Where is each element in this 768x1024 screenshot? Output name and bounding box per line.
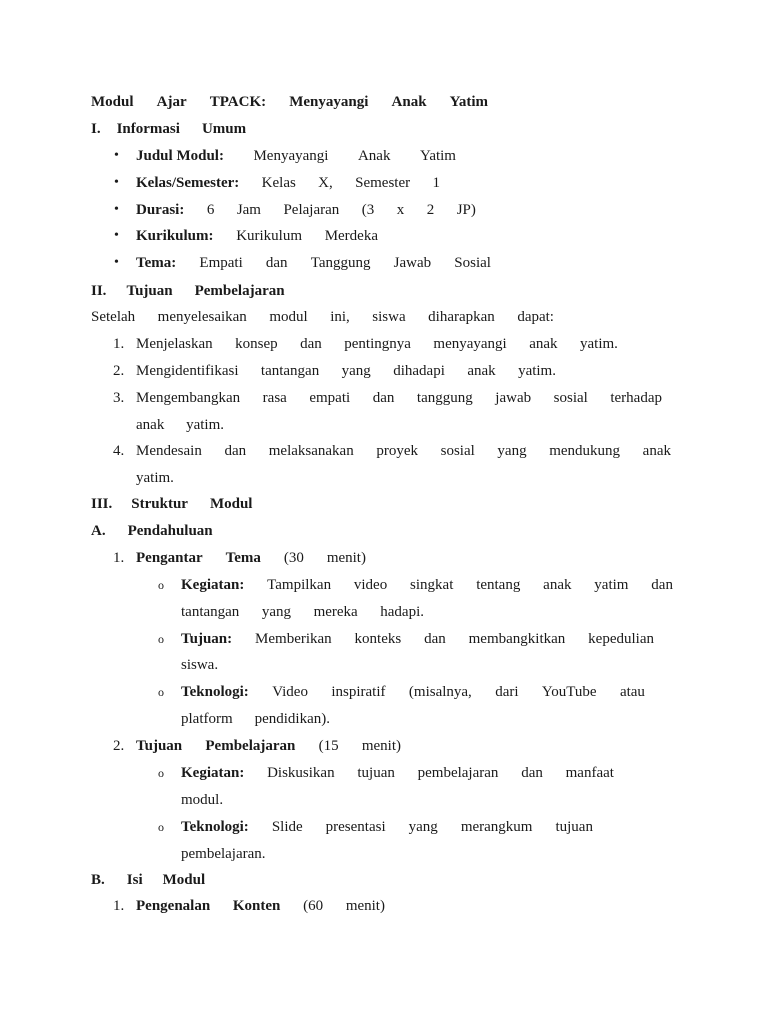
circle-bullet: o bbox=[158, 685, 164, 699]
bullet: • bbox=[114, 202, 119, 217]
bullet: • bbox=[114, 175, 119, 190]
list-number: 1. bbox=[113, 550, 125, 566]
info-durasi: Durasi: 6 Jam Pelajaran (3 x 2 JP) bbox=[136, 202, 476, 218]
intro-sentence: Setelah menyelesaikan modul ini, siswa diharapkan dapat: bbox=[91, 309, 554, 325]
detail-tujuan-line-1: Tujuan: Memberikan konteks dan membangkitkan kepedulian bbox=[181, 631, 654, 647]
detail-kegiatan-line-2: tantangan yang mereka hadapi. bbox=[181, 604, 424, 620]
objective-3-line-2: anak yatim. bbox=[136, 417, 224, 433]
activity-tujuan-pembelajaran: Tujuan Pembelajaran (15 menit) bbox=[136, 738, 401, 754]
detail-kegiatan-2-line-1: Kegiatan: Diskusikan tujuan pembelajaran dan manfaat bbox=[181, 765, 614, 781]
activity-pengantar-tema: Pengantar Tema (30 menit) bbox=[136, 550, 366, 566]
info-kelas-semester: Kelas/Semester: Kelas X, Semester 1 bbox=[136, 175, 440, 191]
activity-pengenalan-konten: Pengenalan Konten (60 menit) bbox=[136, 898, 385, 914]
info-judul-modul: Judul Modul: Menyayangi Anak Yatim bbox=[136, 148, 456, 164]
list-number: 1. bbox=[113, 898, 125, 914]
detail-teknologi-2-line-2: pembelajaran. bbox=[181, 846, 266, 862]
detail-teknologi-line-1: Teknologi: Video inspiratif (misalnya, dari YouTube atau bbox=[181, 684, 645, 700]
bullet: • bbox=[114, 228, 119, 243]
circle-bullet: o bbox=[158, 632, 164, 646]
subsection-heading-isi-modul: B. Isi Modul bbox=[91, 872, 206, 888]
circle-bullet: o bbox=[158, 820, 164, 834]
circle-bullet: o bbox=[158, 766, 164, 780]
objective-2: Mengidentifikasi tantangan yang dihadapi anak yatim. bbox=[136, 363, 556, 379]
detail-kegiatan-2-line-2: modul. bbox=[181, 792, 224, 808]
list-number: 1. bbox=[113, 336, 125, 352]
info-tema: Tema: Empati dan Tanggung Jawab Sosial bbox=[136, 255, 491, 271]
section-heading-informasi-umum: I. Informasi Umum bbox=[91, 121, 247, 137]
objective-1: Menjelaskan konsep dan pentingnya menyayangi anak yatim. bbox=[136, 336, 618, 352]
objective-4-line-2: yatim. bbox=[136, 470, 174, 486]
detail-teknologi-2-line-1: Teknologi: Slide presentasi yang merangkum tujuan bbox=[181, 819, 593, 835]
document-title: Modul Ajar TPACK: Menyayangi Anak Yatim bbox=[91, 94, 488, 110]
detail-tujuan-line-2: siswa. bbox=[181, 657, 219, 673]
bullet: • bbox=[114, 148, 119, 163]
circle-bullet: o bbox=[158, 578, 164, 592]
detail-teknologi-line-2: platform pendidikan). bbox=[181, 711, 330, 727]
list-number: 2. bbox=[113, 363, 125, 379]
objective-4-line-1: Mendesain dan melaksanakan proyek sosial yang mendukung anak bbox=[136, 443, 671, 459]
list-number: 2. bbox=[113, 738, 125, 754]
subsection-heading-pendahuluan: A. Pendahuluan bbox=[91, 523, 213, 539]
bullet: • bbox=[114, 255, 119, 270]
list-number: 4. bbox=[113, 443, 125, 459]
objective-3-line-1: Mengembangkan rasa empati dan tanggung jawab sosial terhadap bbox=[136, 390, 662, 406]
info-kurikulum: Kurikulum: Kurikulum Merdeka bbox=[136, 228, 378, 244]
section-heading-struktur-modul: III. Struktur Modul bbox=[91, 496, 253, 512]
detail-kegiatan-line-1: Kegiatan: Tampilkan video singkat tentang anak yatim dan bbox=[181, 577, 673, 593]
list-number: 3. bbox=[113, 390, 125, 406]
section-heading-tujuan-pembelajaran: II. Tujuan Pembelajaran bbox=[91, 283, 285, 299]
